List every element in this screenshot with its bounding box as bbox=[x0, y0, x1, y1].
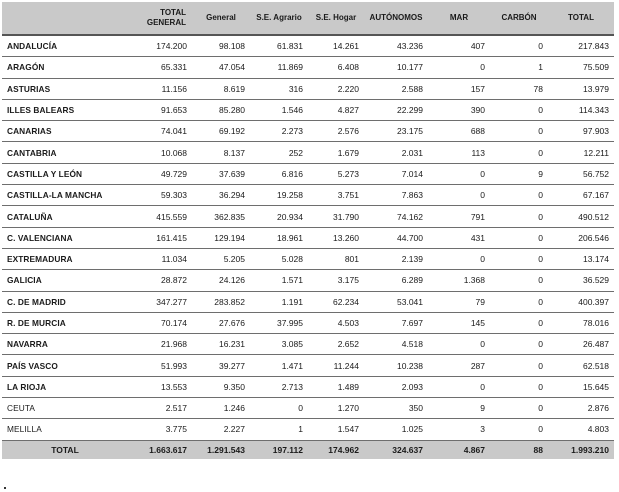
value-cell: 6.289 bbox=[364, 270, 428, 291]
value-cell: 26.487 bbox=[548, 334, 614, 355]
value-cell: 431 bbox=[428, 227, 490, 248]
table-header bbox=[2, 2, 614, 35]
table-row bbox=[2, 121, 614, 142]
table-row bbox=[2, 419, 614, 440]
value-cell: 801 bbox=[308, 248, 364, 269]
value-cell: 9 bbox=[428, 398, 490, 419]
region-name: ASTURIAS bbox=[2, 78, 128, 99]
value-cell: 2.220 bbox=[308, 78, 364, 99]
value-cell: 62.234 bbox=[308, 291, 364, 312]
value-cell: 44.700 bbox=[364, 227, 428, 248]
value-cell: 75.509 bbox=[548, 57, 614, 78]
value-cell: 0 bbox=[490, 248, 548, 269]
value-cell: 1.368 bbox=[428, 270, 490, 291]
value-cell: 1 bbox=[490, 57, 548, 78]
value-cell: 0 bbox=[490, 121, 548, 142]
value-cell: 3.751 bbox=[308, 185, 364, 206]
region-name: ANDALUCÍA bbox=[2, 35, 128, 57]
region-name: CASTILLA-LA MANCHA bbox=[2, 185, 128, 206]
value-cell: 791 bbox=[428, 206, 490, 227]
value-cell: 8.137 bbox=[192, 142, 250, 163]
region-name: CATALUÑA bbox=[2, 206, 128, 227]
value-cell: 19.258 bbox=[250, 185, 308, 206]
value-cell: 0 bbox=[490, 419, 548, 440]
header-region bbox=[2, 2, 128, 35]
value-cell: 4.803 bbox=[548, 419, 614, 440]
value-cell: 400.397 bbox=[548, 291, 614, 312]
value-cell: 217.843 bbox=[548, 35, 614, 57]
value-cell: 22.299 bbox=[364, 99, 428, 120]
table-row bbox=[2, 398, 614, 419]
totals-cell: 88 bbox=[490, 440, 548, 459]
value-cell: 4.503 bbox=[308, 312, 364, 333]
affiliation-table bbox=[2, 2, 614, 459]
region-name: GALICIA bbox=[2, 270, 128, 291]
value-cell: 7.697 bbox=[364, 312, 428, 333]
region-name: EXTREMADURA bbox=[2, 248, 128, 269]
value-cell: 252 bbox=[250, 142, 308, 163]
table-footer bbox=[2, 440, 614, 459]
value-cell: 0 bbox=[490, 227, 548, 248]
value-cell: 7.014 bbox=[364, 163, 428, 184]
value-cell: 206.546 bbox=[548, 227, 614, 248]
value-cell: 78 bbox=[490, 78, 548, 99]
value-cell: 1.679 bbox=[308, 142, 364, 163]
value-cell: 362.835 bbox=[192, 206, 250, 227]
value-cell: 1.547 bbox=[308, 419, 364, 440]
value-cell: 7.863 bbox=[364, 185, 428, 206]
value-cell: 78.016 bbox=[548, 312, 614, 333]
value-cell: 1.191 bbox=[250, 291, 308, 312]
value-cell: 21.968 bbox=[128, 334, 192, 355]
table-row bbox=[2, 206, 614, 227]
value-cell: 31.790 bbox=[308, 206, 364, 227]
header-se-hogar: S.E. Hogar bbox=[308, 2, 364, 35]
value-cell: 1.246 bbox=[192, 398, 250, 419]
totals-cell: 1.291.543 bbox=[192, 440, 250, 459]
region-name: MELILLA bbox=[2, 419, 128, 440]
value-cell: 27.676 bbox=[192, 312, 250, 333]
value-cell: 3 bbox=[428, 419, 490, 440]
value-cell: 0 bbox=[490, 185, 548, 206]
value-cell: 0 bbox=[490, 99, 548, 120]
value-cell: 0 bbox=[250, 398, 308, 419]
value-cell: 24.126 bbox=[192, 270, 250, 291]
totals-row bbox=[2, 440, 614, 459]
value-cell: 114.343 bbox=[548, 99, 614, 120]
value-cell: 347.277 bbox=[128, 291, 192, 312]
value-cell: 5.028 bbox=[250, 248, 308, 269]
value-cell: 2.588 bbox=[364, 78, 428, 99]
value-cell: 10.177 bbox=[364, 57, 428, 78]
value-cell: 70.174 bbox=[128, 312, 192, 333]
table-row bbox=[2, 185, 614, 206]
value-cell: 4.827 bbox=[308, 99, 364, 120]
value-cell: 4.518 bbox=[364, 334, 428, 355]
value-cell: 0 bbox=[490, 291, 548, 312]
value-cell: 56.752 bbox=[548, 163, 614, 184]
value-cell: 0 bbox=[428, 185, 490, 206]
totals-cell: 1.993.210 bbox=[548, 440, 614, 459]
totals-cell: 197.112 bbox=[250, 440, 308, 459]
value-cell: 2.093 bbox=[364, 376, 428, 397]
totals-cell: 174.962 bbox=[308, 440, 364, 459]
region-name: R. DE MURCIA bbox=[2, 312, 128, 333]
value-cell: 62.518 bbox=[548, 355, 614, 376]
value-cell: 0 bbox=[490, 355, 548, 376]
affiliation-table-region bbox=[2, 2, 614, 488]
value-cell: 157 bbox=[428, 78, 490, 99]
value-cell: 3.175 bbox=[308, 270, 364, 291]
value-cell: 0 bbox=[428, 57, 490, 78]
value-cell: 15.645 bbox=[548, 376, 614, 397]
value-cell: 490.512 bbox=[548, 206, 614, 227]
region-name: CANARIAS bbox=[2, 121, 128, 142]
value-cell: 129.194 bbox=[192, 227, 250, 248]
table-row bbox=[2, 248, 614, 269]
value-cell: 39.277 bbox=[192, 355, 250, 376]
value-cell: 0 bbox=[490, 398, 548, 419]
value-cell: 47.054 bbox=[192, 57, 250, 78]
header-row bbox=[2, 2, 614, 35]
value-cell: 11.034 bbox=[128, 248, 192, 269]
header-total-general-line2: GENERAL bbox=[146, 18, 186, 27]
region-name: ILLES BALEARS bbox=[2, 99, 128, 120]
totals-cell: 324.637 bbox=[364, 440, 428, 459]
value-cell: 0 bbox=[428, 376, 490, 397]
value-cell: 8.619 bbox=[192, 78, 250, 99]
totals-label: TOTAL bbox=[2, 440, 128, 459]
header-se-agrario: S.E. Agrario bbox=[250, 2, 308, 35]
value-cell: 145 bbox=[428, 312, 490, 333]
value-cell: 390 bbox=[428, 99, 490, 120]
value-cell: 0 bbox=[428, 248, 490, 269]
value-cell: 12.211 bbox=[548, 142, 614, 163]
region-name: NAVARRA bbox=[2, 334, 128, 355]
value-cell: 11.244 bbox=[308, 355, 364, 376]
value-cell: 23.175 bbox=[364, 121, 428, 142]
value-cell: 6.408 bbox=[308, 57, 364, 78]
value-cell: 0 bbox=[428, 334, 490, 355]
region-name: C. DE MADRID bbox=[2, 291, 128, 312]
value-cell: 415.559 bbox=[128, 206, 192, 227]
value-cell: 18.961 bbox=[250, 227, 308, 248]
value-cell: 2.031 bbox=[364, 142, 428, 163]
value-cell: 37.639 bbox=[192, 163, 250, 184]
value-cell: 20.934 bbox=[250, 206, 308, 227]
value-cell: 2.139 bbox=[364, 248, 428, 269]
value-cell: 2.227 bbox=[192, 419, 250, 440]
region-name: LA RIOJA bbox=[2, 376, 128, 397]
region-name: CANTABRIA bbox=[2, 142, 128, 163]
table-row bbox=[2, 78, 614, 99]
table-row bbox=[2, 227, 614, 248]
value-cell: 407 bbox=[428, 35, 490, 57]
value-cell: 1.489 bbox=[308, 376, 364, 397]
value-cell: 91.653 bbox=[128, 99, 192, 120]
value-cell: 67.167 bbox=[548, 185, 614, 206]
value-cell: 13.553 bbox=[128, 376, 192, 397]
header-total-general-line1: TOTAL bbox=[160, 8, 186, 17]
table-row bbox=[2, 35, 614, 57]
header-total-general bbox=[128, 2, 192, 35]
value-cell: 11.156 bbox=[128, 78, 192, 99]
value-cell: 10.068 bbox=[128, 142, 192, 163]
value-cell: 97.903 bbox=[548, 121, 614, 142]
value-cell: 65.331 bbox=[128, 57, 192, 78]
header-mar: MAR bbox=[428, 2, 490, 35]
value-cell: 1.471 bbox=[250, 355, 308, 376]
value-cell: 0 bbox=[490, 334, 548, 355]
value-cell: 0 bbox=[490, 142, 548, 163]
value-cell: 13.174 bbox=[548, 248, 614, 269]
value-cell: 43.236 bbox=[364, 35, 428, 57]
value-cell: 9.350 bbox=[192, 376, 250, 397]
value-cell: 2.713 bbox=[250, 376, 308, 397]
value-cell: 49.729 bbox=[128, 163, 192, 184]
value-cell: 174.200 bbox=[128, 35, 192, 57]
value-cell: 79 bbox=[428, 291, 490, 312]
value-cell: 51.993 bbox=[128, 355, 192, 376]
table-row bbox=[2, 355, 614, 376]
value-cell: 9 bbox=[490, 163, 548, 184]
table-row bbox=[2, 291, 614, 312]
value-cell: 113 bbox=[428, 142, 490, 163]
value-cell: 28.872 bbox=[128, 270, 192, 291]
value-cell: 6.816 bbox=[250, 163, 308, 184]
value-cell: 0 bbox=[490, 35, 548, 57]
value-cell: 287 bbox=[428, 355, 490, 376]
region-name: CASTILLA Y LEÓN bbox=[2, 163, 128, 184]
value-cell: 1.025 bbox=[364, 419, 428, 440]
header-carbon: CARBÓN bbox=[490, 2, 548, 35]
value-cell: 316 bbox=[250, 78, 308, 99]
value-cell: 13.260 bbox=[308, 227, 364, 248]
value-cell: 3.775 bbox=[128, 419, 192, 440]
value-cell: 1.270 bbox=[308, 398, 364, 419]
value-cell: 85.280 bbox=[192, 99, 250, 120]
value-cell: 350 bbox=[364, 398, 428, 419]
value-cell: 2.576 bbox=[308, 121, 364, 142]
value-cell: 2.517 bbox=[128, 398, 192, 419]
value-cell: 161.415 bbox=[128, 227, 192, 248]
value-cell: 14.261 bbox=[308, 35, 364, 57]
value-cell: 61.831 bbox=[250, 35, 308, 57]
value-cell: 0 bbox=[490, 206, 548, 227]
totals-cell: 4.867 bbox=[428, 440, 490, 459]
totals-cell: 1.663.617 bbox=[128, 440, 192, 459]
value-cell: 10.238 bbox=[364, 355, 428, 376]
value-cell: 0 bbox=[490, 270, 548, 291]
table-row bbox=[2, 376, 614, 397]
region-name: PAÍS VASCO bbox=[2, 355, 128, 376]
value-cell: 2.876 bbox=[548, 398, 614, 419]
value-cell: 11.869 bbox=[250, 57, 308, 78]
value-cell: 53.041 bbox=[364, 291, 428, 312]
value-cell: 16.231 bbox=[192, 334, 250, 355]
region-name: ARAGÓN bbox=[2, 57, 128, 78]
value-cell: 3.085 bbox=[250, 334, 308, 355]
table-row bbox=[2, 312, 614, 333]
table-row bbox=[2, 334, 614, 355]
header-autonomos: AUTÓNOMOS bbox=[364, 2, 428, 35]
value-cell: 1 bbox=[250, 419, 308, 440]
table-row bbox=[2, 99, 614, 120]
value-cell: 69.192 bbox=[192, 121, 250, 142]
header-general: General bbox=[192, 2, 250, 35]
value-cell: 1.546 bbox=[250, 99, 308, 120]
header-total: TOTAL bbox=[548, 2, 614, 35]
value-cell: 74.041 bbox=[128, 121, 192, 142]
value-cell: 13.979 bbox=[548, 78, 614, 99]
value-cell: 2.652 bbox=[308, 334, 364, 355]
value-cell: 98.108 bbox=[192, 35, 250, 57]
table-row bbox=[2, 142, 614, 163]
value-cell: 0 bbox=[490, 376, 548, 397]
table-row bbox=[2, 163, 614, 184]
region-name: C. VALENCIANA bbox=[2, 227, 128, 248]
value-cell: 36.294 bbox=[192, 185, 250, 206]
table-row bbox=[2, 270, 614, 291]
value-cell: 5.273 bbox=[308, 163, 364, 184]
table-row bbox=[2, 57, 614, 78]
value-cell: 37.995 bbox=[250, 312, 308, 333]
value-cell: 283.852 bbox=[192, 291, 250, 312]
value-cell: 0 bbox=[428, 163, 490, 184]
value-cell: 0 bbox=[490, 312, 548, 333]
table-body bbox=[2, 35, 614, 440]
value-cell: 2.273 bbox=[250, 121, 308, 142]
value-cell: 688 bbox=[428, 121, 490, 142]
region-name: CEUTA bbox=[2, 398, 128, 419]
value-cell: 5.205 bbox=[192, 248, 250, 269]
value-cell: 59.303 bbox=[128, 185, 192, 206]
value-cell: 1.571 bbox=[250, 270, 308, 291]
stray-mark bbox=[4, 487, 6, 489]
value-cell: 74.162 bbox=[364, 206, 428, 227]
value-cell: 36.529 bbox=[548, 270, 614, 291]
